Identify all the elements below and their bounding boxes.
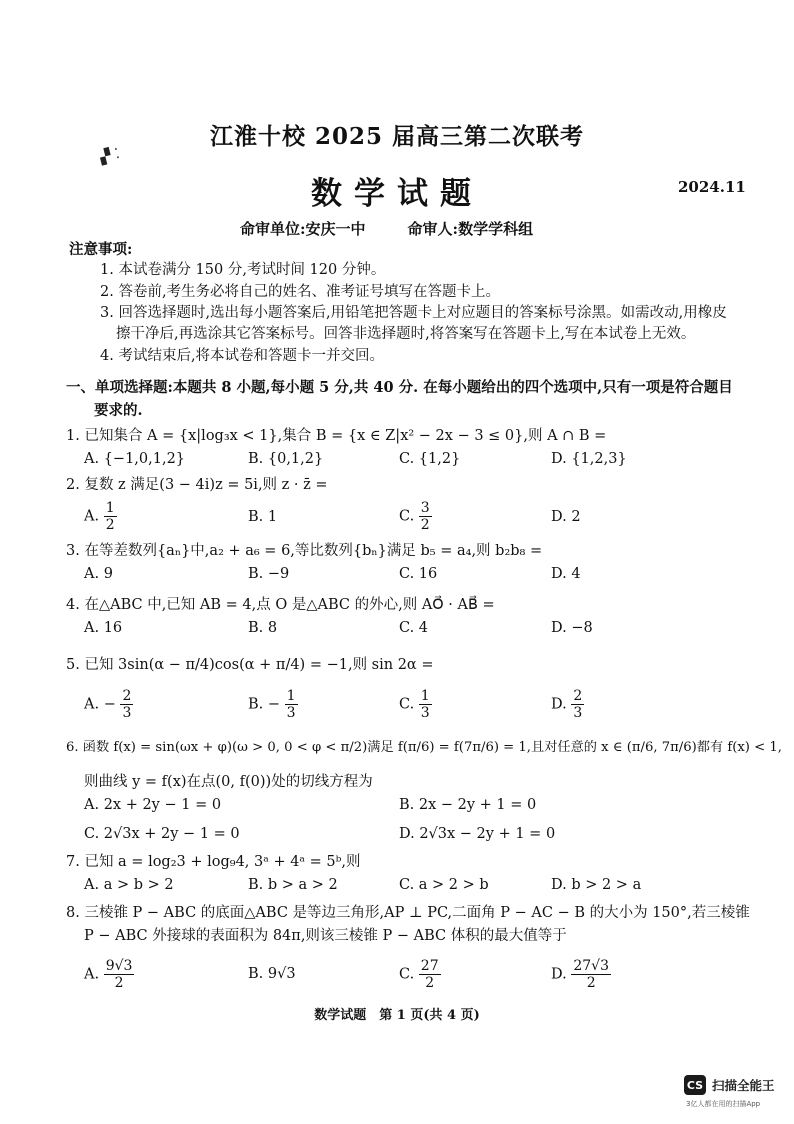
numerator: 27√3 (573, 958, 609, 974)
note-item: 4. 考试结束后,将本试卷和答题卡一并交回。 (100, 348, 385, 364)
q7-option-c: C. a > 2 > b (399, 877, 489, 893)
numerator: 1 (105, 500, 115, 516)
denominator: 2 (586, 975, 596, 991)
q1-option-b: B. {0,1,2} (248, 451, 324, 467)
fraction (419, 500, 432, 533)
q6-option-a: A. 2x + 2y − 1 = 0 (84, 797, 222, 813)
option-letter: A. (84, 966, 100, 983)
q5-option-c (399, 688, 432, 721)
denominator: 3 (122, 705, 132, 721)
notes-heading: 注意事项: (69, 241, 133, 258)
setter-line (240, 218, 533, 239)
q3-option-c: C. 16 (399, 566, 438, 582)
question-4-stem: 4. 在△ABC 中,已知 AB = 4,点 O 是△ABC 的外心,则 AO⃗ · AB⃗ = (66, 597, 495, 613)
note-item: 3. 回答选择题时,选出每小题答案后,用铅笔把答题卡上对应题目的答案标号涂黑。如需改动,用橡皮 (100, 305, 727, 321)
question-8-stem: 8. 三棱锥 P − ABC 的底面△ABC 是等边三角形,AP ⊥ PC,二面角 P − AC − B 的大小为 150°,若三棱锥 (66, 905, 750, 921)
option-letter: C. (399, 966, 415, 983)
q8-option-b: B. 9√3 (248, 966, 296, 982)
option-letter: C. (399, 696, 415, 713)
logo-mark: ▞ ⁚ (98, 145, 122, 167)
fraction (104, 500, 117, 533)
q8-option-c (399, 958, 441, 991)
denominator: 3 (286, 705, 296, 721)
scanner-badge (684, 1075, 775, 1095)
numerator: 1 (420, 688, 430, 704)
q1-option-d: D. {1,2,3} (551, 451, 627, 467)
q2-option-a (84, 500, 117, 533)
denominator: 3 (573, 705, 583, 721)
numerator: 27 (420, 958, 439, 974)
exam-date: 2024.11 (678, 178, 746, 196)
question-3-stem: 3. 在等差数列{aₙ}中,a₂ + a₆ = 6,等比数列{bₙ}满足 b₅ = a₄,则 b₂b₈ = (66, 543, 543, 559)
option-letter: A. (84, 508, 100, 525)
question-6-stem: 6. 函数 f(x) = sin(ωx + φ)(ω > 0, 0 < φ < π/2)满足 f(π/6) = f(7π/6) = 1,且对任意的 x ∈ (π/6, 7π/6)都有 f(x) < 1, (66, 740, 782, 755)
q2-option-b: B. 1 (248, 509, 278, 525)
numerator: 2 (573, 688, 583, 704)
q2-option-d: D. 2 (551, 509, 581, 525)
cs-logo-icon: CS (684, 1075, 706, 1095)
option-letter: A. − (84, 696, 116, 713)
fraction (419, 688, 432, 721)
q3-option-d: D. 4 (551, 566, 581, 582)
page-footer: 数学试题 第 1 页(共 4 页) (314, 1008, 480, 1023)
q1-option-a: A. {−1,0,1,2} (84, 451, 186, 467)
q8-option-d (551, 958, 611, 991)
fraction (285, 688, 298, 721)
question-6-stem-cont: 则曲线 y = f(x)在点(0, f(0))处的切线方程为 (84, 774, 373, 790)
option-letter: B. − (248, 696, 281, 713)
setter-reviewer: 命审人:数学学科组 (407, 220, 534, 238)
q5-option-b (248, 688, 298, 721)
exam-title: 江淮十校 2025 届高三第二次联考 (209, 123, 585, 150)
q2-option-c (399, 500, 432, 533)
fraction (104, 958, 135, 991)
note-item: 1. 本试卷满分 150 分,考试时间 120 分钟。 (100, 262, 386, 278)
denominator: 2 (420, 517, 430, 533)
setter-unit: 命审单位:安庆一中 (240, 220, 366, 238)
q3-option-a: A. 9 (84, 566, 113, 582)
q7-option-b: B. b > a > 2 (248, 877, 338, 893)
section-heading: 一、单项选择题:本题共 8 小题,每小题 5 分,共 40 分. 在每小题给出的四个选项中,只有一项是符合题目 (66, 379, 733, 396)
fraction (571, 688, 584, 721)
question-5-stem: 5. 已知 3sin(α − π/4)cos(α + π/4) = −1,则 sin 2α = (66, 657, 434, 673)
denominator: 2 (425, 975, 435, 991)
numerator: 9√3 (105, 958, 133, 974)
numerator: 1 (286, 688, 296, 704)
q1-option-c: C. {1,2} (399, 451, 461, 467)
section-heading-cont: 要求的. (94, 402, 143, 419)
q8-option-a (84, 958, 134, 991)
scanner-tagline: 3亿人都在用的扫描App (686, 1100, 761, 1108)
q6-option-d: D. 2√3x − 2y + 1 = 0 (399, 826, 556, 842)
fraction (120, 688, 133, 721)
q4-option-b: B. 8 (248, 620, 278, 636)
numerator: 3 (420, 500, 430, 516)
option-letter: D. (551, 966, 567, 983)
q4-option-c: C. 4 (399, 620, 429, 636)
denominator: 2 (105, 517, 115, 533)
q6-option-c: C. 2√3x + 2y − 1 = 0 (84, 826, 240, 842)
numerator: 2 (122, 688, 132, 704)
question-1-stem: 1. 已知集合 A = {x|log₃x < 1},集合 B = {x ∈ Z|x² − 2x − 3 ≤ 0},则 A ∩ B = (66, 428, 607, 444)
scanner-name: 扫描全能王 (712, 1078, 775, 1093)
note-item: 擦干净后,再选涂其它答案标号。回答非选择题时,将答案写在答题卡上,写在本试卷上无效。 (116, 326, 696, 342)
option-letter: C. (399, 508, 415, 525)
subject-title: 数学试题 (311, 176, 483, 212)
q6-option-b: B. 2x − 2y + 1 = 0 (399, 797, 537, 813)
note-item: 2. 答卷前,考生务必将自己的姓名、准考证号填写在答题卡上。 (100, 284, 501, 300)
q7-option-a: A. a > b > 2 (84, 877, 174, 893)
q4-option-d: D. −8 (551, 620, 593, 636)
option-letter: D. (551, 696, 567, 713)
q5-option-d (551, 688, 584, 721)
q3-option-b: B. −9 (248, 566, 290, 582)
question-2-stem: 2. 复数 z 满足(3 − 4i)z = 5i,则 z · z̄ = (66, 477, 328, 493)
q4-option-a: A. 16 (84, 620, 123, 636)
denominator: 3 (420, 705, 430, 721)
question-8-stem-cont: P − ABC 外接球的表面积为 84π,则该三棱锥 P − ABC 体积的最大值等于 (84, 928, 567, 944)
denominator: 2 (114, 975, 124, 991)
fraction (571, 958, 611, 991)
q5-option-a (84, 688, 133, 721)
fraction (419, 958, 441, 991)
q7-option-d: D. b > 2 > a (551, 877, 642, 893)
question-7-stem: 7. 已知 a = log₂3 + log₉4, 3ᵃ + 4ᵃ = 5ᵇ,则 (66, 854, 361, 870)
